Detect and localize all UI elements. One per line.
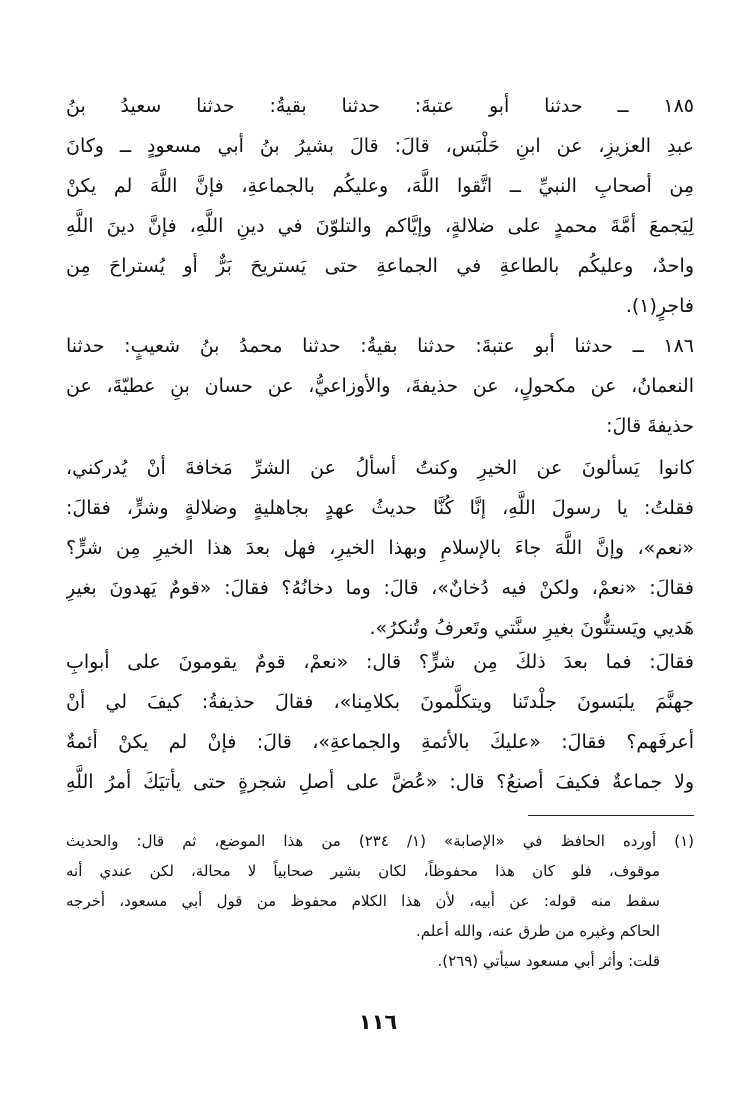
footnote-line: (١) أورده الحافظ في «الإصابة» (١/ ٢٣٤) من هذا الموضع، ثم قال: والحديث (66, 832, 694, 850)
hadith-186-body-paragraph (66, 448, 694, 648)
hadith-186-isnad-paragraph (66, 326, 694, 446)
footnote-line: سقط منه قوله: عن أبيه، لأن هذا الكلام محفوظ من قول أبي مسعود، أخرجه (66, 892, 660, 910)
text-line: عبدِ العزيزِ، عن ابنِ حَلْبَس، قالَ: قالَ بشيرُ بنُ أبي مسعودٍ ــ وكانَ (66, 135, 694, 157)
text-line: أعرفَهم؟ فقالَ: «عليكَ بالأئمةِ والجماعةِ»، قالَ: فإنْ لم يكنْ أئمةٌ (66, 731, 694, 753)
footnote-line: قلت: وأثر أبي مسعود سيأتي (٢٦٩). (437, 952, 660, 970)
text-line: ولا جماعةٌ فكيفَ أصنعُ؟ قال: «عُضَّ على أصلِ شجرةٍ حتى يأتيَكَ أمرُ اللَّهِ (66, 771, 694, 793)
page-number: ١١٦ (358, 1010, 398, 1034)
text-line: مِن أصحابِ النبيِّ ــ اتَّقوا اللَّهَ، وعليكُم بالجماعةِ، فإنَّ اللَّهَ لم يكنْ (66, 175, 694, 197)
text-line: ١٨٥ ــ حدثنا أبو عتبةَ: حدثنا بقيةُ: حدثنا سعيدُ بنُ (66, 95, 694, 117)
hadith-185-paragraph (66, 86, 694, 326)
text-line: كانوا يَسألونَ عن الخيرِ وكنتُ أسألُ عن الشرِّ مَخافةَ أنْ يُدركني، (66, 457, 694, 479)
footnote-divider (528, 815, 694, 816)
text-line: «نعم»، وإنَّ اللَّهَ جاءَ بالإسلامِ وبهذا الخيرِ، فهل بعدَ هذا الخيرِ مِن شرٍّ؟ (66, 537, 694, 559)
text-line: لِيَجمعَ أمَّةَ محمدٍ على ضلالةٍ، وإيَّاكم والتلوّنَ في دينِ اللَّهِ، فإنَّ دينَ اللَّهِ (66, 215, 694, 237)
text-line: حذيفةَ قالَ: (606, 415, 694, 437)
text-line: جهنَّمَ يلبَسونَ جلْدتَنا ويتكلَّمونَ بكلامِنا»، فقالَ حذيفةُ: كيفَ لي أنْ (66, 691, 694, 713)
text-line: فقلتُ: يا رسولَ اللَّهِ، إنَّا كُنَّا حديثُ عهدٍ بجاهليةٍ وضلالةٍ وشرٍّ، فقالَ: (66, 497, 694, 519)
text-line: هَديي ويَستنُّونَ بغيرِ سنَّتي وتَعرفُ وتُنكرُ». (369, 617, 694, 639)
footnotes (66, 826, 694, 976)
footnote-line: موقوف، فلو كان هذا محفوظاً، لكان بشير صحابياً لا محالة، لكن عندي أنه (66, 862, 660, 880)
text-line: ١٨٦ ــ حدثنا أبو عتبةَ: حدثنا بقيةُ: حدثنا محمدُ بنُ شعيبٍ: حدثنا (66, 335, 694, 357)
text-line: فاجرٍ(١). (625, 295, 694, 317)
text-line: واحدٌ، وعليكُم بالطاعةِ في الجماعةِ حتى يَستريحَ بَرٌّ أو يُستراحَ مِن (66, 255, 694, 277)
hadith-186-continuation-paragraph (66, 642, 694, 802)
footnote-line: الحاكم وغيره من طرق عنه، والله أعلم. (416, 922, 660, 940)
text-line: فقالَ: فما بعدَ ذلكَ مِن شرٍّ؟ قال: «نعمْ، قومٌ يقومونَ على أبوابِ (66, 651, 694, 673)
text-line: النعمانُ، عن مكحولٍ، عن حذيفةَ، والأوزاعيُّ، عن حسان بنِ عطيّةَ، عن (66, 375, 694, 397)
text-line: فقالَ: «نعمْ، ولكنْ فيه دُخانٌ»، قالَ: وما دخانُهُ؟ فقالَ: «قومٌ يَهدونَ بغيرِ (66, 577, 694, 599)
